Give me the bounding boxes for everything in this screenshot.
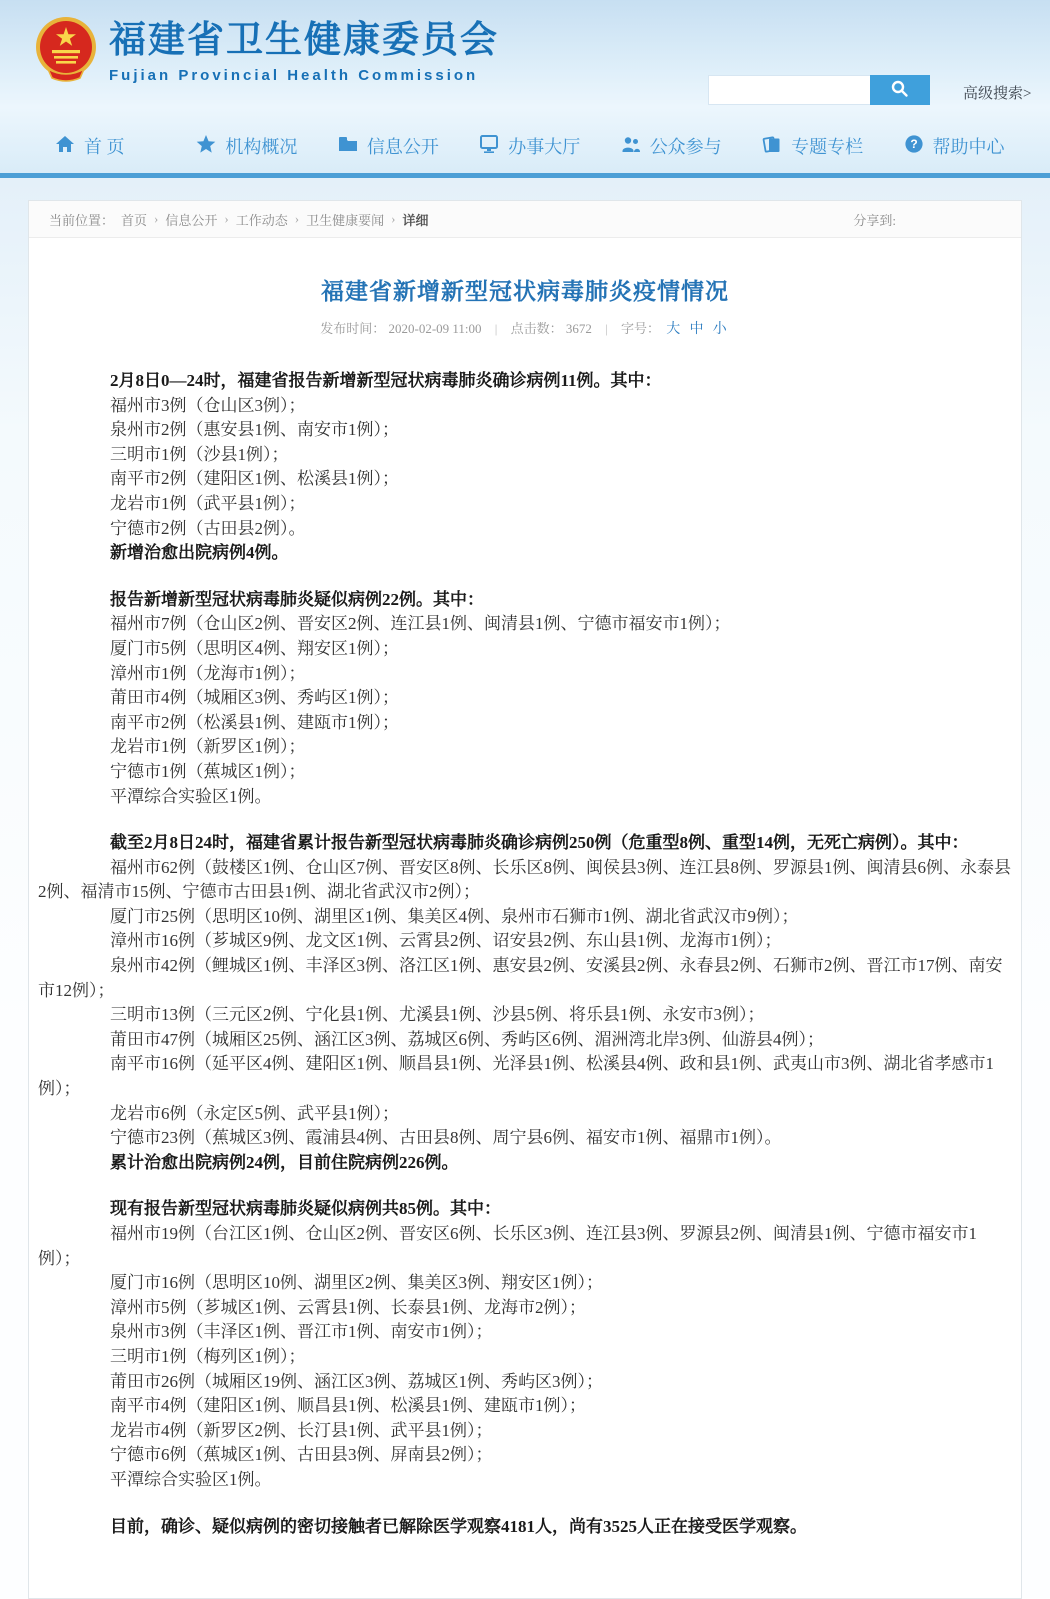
article-paragraph: 福州市62例（鼓楼区1例、仓山区7例、晋安区8例、长乐区8例、闽侯县3例、连江县8例、罗源县1例、闽清县6例、永泰县2例、福清市15例、宁德市古田县1例、湖北省武汉市2例）； [38,857,1011,902]
nav-item-label: 信息公开 [366,137,439,157]
article-paragraph: 南平市2例（建阳区1例、松溪县1例）； [110,469,399,489]
national-emblem-logo [35,16,97,87]
article-paragraph: 南平市4例（建阳区1例、顺昌县1例、松溪县1例、建瓯市1例）； [110,1396,586,1416]
share-label: 分享到: [853,212,896,228]
pages-icon [762,134,782,159]
paragraph-spacer [38,1493,1012,1515]
nav-item-label: 机构概况 [225,137,298,157]
article-paragraph: 宁德市6例（蕉城区1例、古田县3例、屏南县2例）； [110,1445,493,1465]
breadcrumb-link[interactable]: 卫生健康要闻 [306,212,385,228]
nav-item-special-topics[interactable] [737,127,878,165]
nav-item-label: 办事大厅 [508,137,581,157]
article-paragraph: 漳州市16例（芗城区9例、龙文区1例、云霄县2例、诏安县2例、东山县1例、龙海市1例）； [110,931,782,951]
article-paragraph: 三明市1例（沙县1例）； [110,444,289,464]
article-paragraph: 三明市1例（梅列区1例）； [110,1346,306,1366]
paragraph-spacer [38,1175,1012,1197]
breadcrumb [49,210,428,229]
article-paragraph: 漳州市1例（龙海市1例）； [110,663,306,683]
article-paragraph: 漳州市5例（芗城区1例、云霄县1例、长泰县1例、龙海市2例）； [110,1297,586,1317]
article-paragraph: 莆田市26例（城厢区19例、涵江区3例、荔城区1例、秀屿区3例）； [110,1371,603,1391]
nav-item-label: 首 页 [84,137,125,157]
meta-separator: | [605,321,608,336]
article [29,238,1021,1569]
breadcrumb-separator: › [391,211,396,226]
article-paragraph: 莆田市4例（城厢区3例、秀屿区1例）； [110,688,399,708]
hits-label: 点击数： [510,321,563,336]
breadcrumb-link[interactable]: 工作动态 [235,212,288,228]
article-title: 福建省新增新型冠状病毒肺炎疫情情况 [321,278,729,304]
article-paragraph: 宁德市2例（古田县2例）。 [110,518,306,538]
search-icon [890,79,910,102]
article-paragraph: 平潭综合实验区1例。 [110,1469,272,1489]
article-paragraph: 龙岩市1例（武平县1例）； [110,493,306,513]
breadcrumb-separator: › [294,211,300,226]
article-paragraph: 福州市7例（仓山区2例、晋安区2例、连江县1例、闽清县1例、宁德市福安市1例）； [110,614,731,634]
nav-item-label: 专题专栏 [791,137,864,157]
monitor-icon [479,134,499,159]
site-title: 福建省卫生健康委员会 [109,19,499,61]
article-paragraph: 截至2月8日24时，福建省累计报告新型冠状病毒肺炎确诊病例250例（危重型8例、重型14例，无死亡病例）。其中： [110,833,969,853]
article-paragraph: 平潭综合实验区1例。 [110,786,272,806]
article-paragraph: 目前，确诊、疑似病例的密切接触者已解除医学观察4181人，尚有3525人正在接受医学观察。 [110,1516,807,1536]
publish-time-value: 2020-02-09 11:00 [388,321,482,336]
nav-item-service-hall[interactable] [454,127,595,165]
breadcrumb-link[interactable]: 信息公开 [165,212,218,228]
content-card [28,200,1022,1599]
svg-text:?: ? [909,136,918,151]
article-paragraph: 新增治愈出院病例4例。 [110,543,289,563]
breadcrumb-link[interactable]: 首页 [121,212,148,228]
nav-item-label: 帮助中心 [932,137,1005,157]
publish-time-label: 发布时间： [320,321,386,336]
site-brand [35,16,499,87]
font-size-large[interactable]: 大 [666,322,681,337]
main-nav [30,127,1020,165]
paragraph-spacer [38,566,1012,588]
search-bar [708,75,930,105]
article-paragraph: 三明市13例（三元区2例、宁化县1例、尤溪县1例、沙县5例、将乐县1例、永安市3例）； [110,1005,765,1025]
article-paragraph: 厦门市25例（思明区10例、湖里区1例、集美区4例、泉州市石狮市1例、湖北省武汉市9例）； [110,906,799,926]
breadcrumb-bar [29,201,1021,238]
article-paragraph: 福州市19例（台江区1例、仓山区2例、晋安区6例、长乐区3例、连江县3例、罗源县2例、闽清县1例、宁德市福安市1例）； [38,1224,977,1268]
meta-separator: | [494,321,498,336]
breadcrumb-current: 详细 [402,212,429,228]
font-size-medium[interactable]: 中 [689,322,704,337]
site-header [0,0,1050,178]
fontsize-label: 字号： [621,321,661,336]
paragraph-spacer [38,809,1012,831]
breadcrumb-separator: › [154,211,159,226]
advanced-search-link[interactable]: 高级搜索> [963,86,1032,102]
article-paragraph: 厦门市16例（思明区10例、湖里区2例、集美区3例、翔安区1例）； [110,1273,603,1293]
article-paragraph: 现有报告新型冠状病毒肺炎疑似病例共85例。其中： [110,1199,501,1219]
article-paragraph: 泉州市2例（惠安县1例、南安市1例）； [110,420,399,440]
nav-item-org-overview[interactable] [171,127,312,165]
nav-item-home[interactable] [30,127,171,165]
nav-item-info-disclosure[interactable] [313,127,454,165]
article-paragraph: 南平市2例（松溪县1例、建瓯市1例）； [110,712,399,732]
article-paragraph: 报告新增新型冠状病毒肺炎疑似病例22例。其中： [110,589,484,609]
article-meta [38,318,1012,338]
article-paragraph: 龙岩市6例（永定区5例、武平县1例）； [110,1103,399,1123]
hits-value: 3672 [565,321,592,336]
article-paragraph: 泉州市42例（鲤城区1例、丰泽区3例、洛江区1例、惠安县2例、安溪县2例、永春县2例、石狮市2例、晋江市17例、南安市12例）； [38,956,1003,1000]
article-paragraph: 2月8日0—24时，福建省报告新增新型冠状病毒肺炎确诊病例11例。其中： [110,371,662,390]
article-paragraph: 福州市3例（仓山区3例）； [110,395,306,415]
article-paragraph: 龙岩市1例（新罗区1例）； [110,737,306,757]
nav-item-label: 公众参与 [649,137,722,157]
article-paragraph: 累计治愈出院病例24例，目前住院病例226例。 [110,1152,459,1172]
site-subtitle: Fujian Provincial Health Commission [109,66,479,84]
nav-item-public-participation[interactable] [596,127,737,165]
search-button[interactable] [870,75,930,105]
article-paragraph: 厦门市5例（思明区4例、翔安区1例）； [110,638,399,658]
breadcrumb-separator: › [224,211,229,226]
nav-item-help-center[interactable] [879,127,1020,165]
article-paragraph: 莆田市47例（城厢区25例、涵江区3例、荔城区6例、秀屿区6例、湄洲湾北岸3例、仙游县4例）； [110,1029,824,1049]
page-body [0,178,1050,1599]
article-paragraph: 龙岩市4例（新罗区2例、长汀县1例、武平县1例）； [110,1420,493,1440]
article-paragraph: 南平市16例（延平区4例、建阳区1例、顺昌县1例、光泽县1例、松溪县4例、政和县1例、武夷山市3例、湖北省孝感市1例）； [38,1054,994,1099]
folder-icon [338,134,358,159]
article-body [38,369,1012,1539]
article-paragraph: 泉州市3例（丰泽区1例、晋江市1例、南安市1例）； [110,1322,493,1342]
question-icon [904,134,924,159]
breadcrumb-label: 当前位置： [49,212,115,228]
star-icon [196,134,216,159]
font-size-small[interactable]: 小 [712,322,727,337]
search-input[interactable] [708,75,870,105]
article-paragraph: 宁德市1例（蕉城区1例）； [110,761,306,781]
home-icon [55,134,75,159]
people-icon [621,134,641,159]
article-paragraph: 宁德市23例（蕉城区3例、霞浦县4例、古田县8例、周宁县6例、福安市1例、福鼎市1例）。 [110,1128,782,1148]
